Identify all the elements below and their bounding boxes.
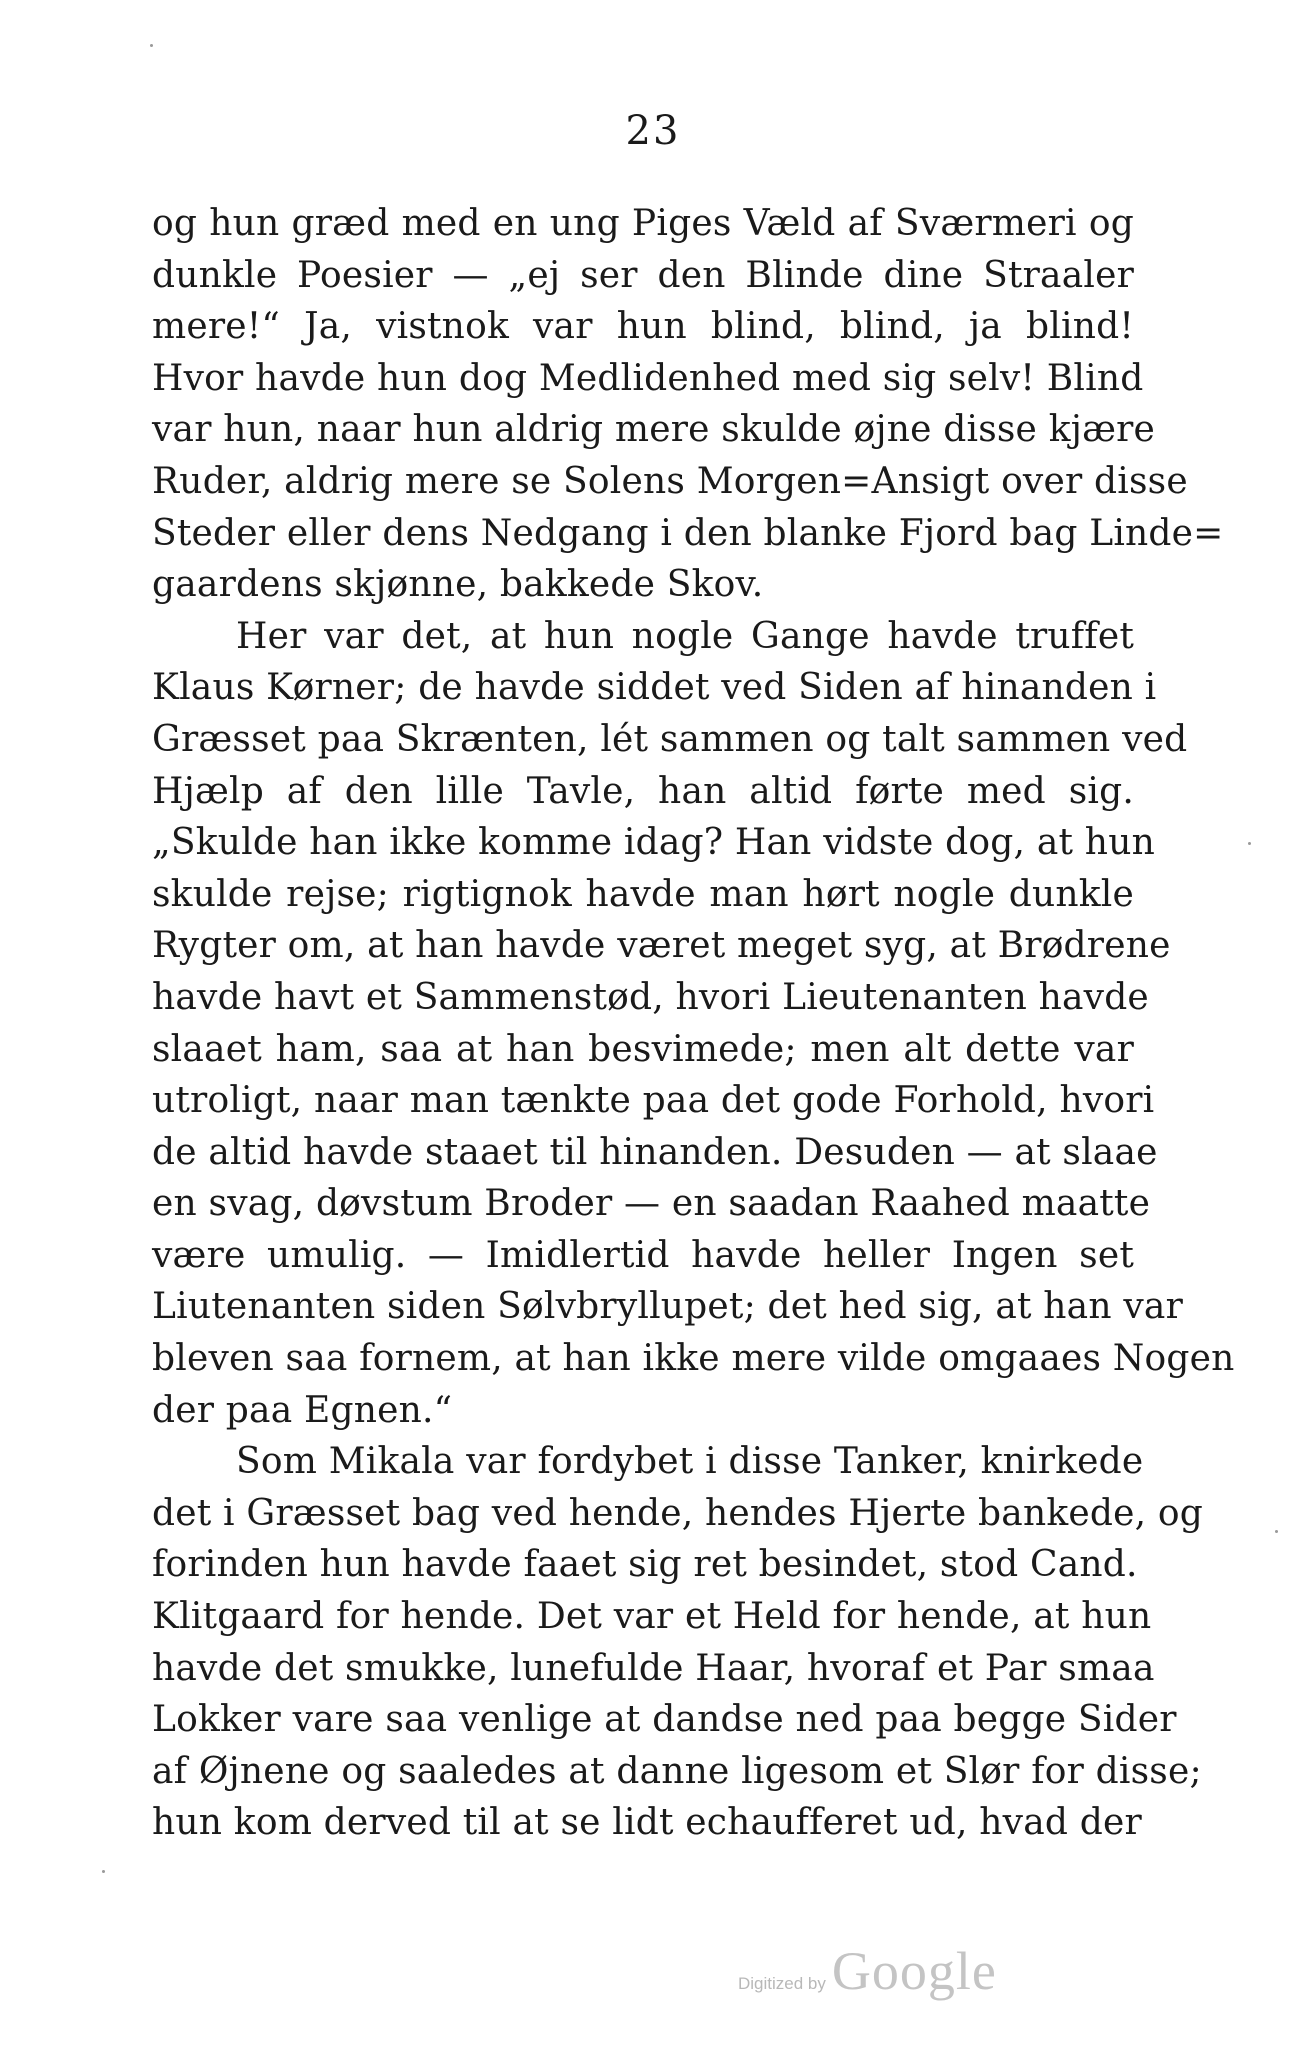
text-line: Hvor havde hun dog Medlidenhed med sig selv! Blind [152, 357, 1144, 399]
paper-speck [1248, 842, 1251, 845]
text-line: dunkle Poesier — „ej ser den Blinde dine Straaler [152, 254, 1134, 296]
text-line: Græsset paa Skrænten, lét sammen og talt sammen ved [152, 718, 1188, 760]
paper-speck [1275, 1530, 1278, 1533]
text-line: en svag, døvstum Broder — en saadan Raahed maatte [152, 1183, 1151, 1225]
text-line: havde det smukke, lunefulde Haar, hvoraf et Par smaa [152, 1647, 1155, 1689]
text-line: der paa Egnen.“ [152, 1389, 453, 1431]
text-line: gaardens skjønne, bakkede Skov. [152, 564, 764, 606]
text-line: og hun græd med en ung Piges Væld af Sværmeri og [152, 203, 1134, 244]
text-line: havde havt et Sammenstød, hvori Lieutenanten havde [152, 976, 1149, 1018]
text-line: af Øjnene og saaledes at danne ligesom et Slør for disse; [152, 1750, 1202, 1792]
text-line: Lokker vare saa venlige at dandse ned paa begge Sider [152, 1699, 1177, 1741]
text-line: være umulig. — Imidlertid havde heller Ingen set [152, 1234, 1134, 1276]
text-line: var hun, naar hun aldrig mere skulde øjne disse kjære [152, 409, 1156, 451]
text-line: Klitgaard for hende. Det var et Held for hende, at hun [152, 1596, 1152, 1638]
text-line: mere!“ Ja, vistnok var hun blind, blind, ja blind! [152, 306, 1134, 348]
text-line: Steder eller dens Nedgang i den blanke Fjord bag Linde= [152, 512, 1224, 554]
google-logo: Google [831, 1941, 997, 2001]
text-line: Hjælp af den lille Tavle, han altid førte med sig. [152, 770, 1134, 812]
text-line: bleven saa fornem, at han ikke mere vilde omgaaes Nogen [152, 1338, 1235, 1380]
text-line: de altid havde staaet til hinanden. Desuden — at slaae [152, 1131, 1158, 1173]
text-line: Ruder, aldrig mere se Solens Morgen=Ansigt over disse [152, 460, 1188, 502]
text-line: Som Mikala var fordybet i disse Tanker, knirkede [236, 1441, 1144, 1483]
text-line: slaaet ham, saa at han besvimede; men alt dette var [152, 1028, 1134, 1070]
digitized-watermark [738, 1940, 997, 2002]
text-line: hun kom derved til at se lidt echaufferet ud, hvad der [152, 1802, 1142, 1844]
text-line: Liutenanten siden Sølvbryllupet; det hed sig, at han var [152, 1286, 1183, 1328]
text-line: utroligt, naar man tænkte paa det gode Forhold, hvori [152, 1080, 1155, 1122]
text-line: forinden hun havde faaet sig ret besindet, stod Cand. [152, 1544, 1138, 1586]
paper-speck [102, 1870, 105, 1873]
text-line: Rygter om, at han havde været meget syg, at Brødrene [152, 925, 1171, 967]
watermark-prefix: Digitized by [738, 1974, 826, 1993]
text-line: Klaus Kørner; de havde siddet ved Siden af hinanden i [152, 667, 1157, 709]
text-line: Her var det, at hun nogle Gange havde truffet [236, 615, 1134, 657]
body-text [152, 198, 1235, 1849]
text-line: skulde rejse; rigtignok havde man hørt nogle dunkle [152, 873, 1134, 915]
text-line: „Skulde han ikke komme idag? Han vidste dog, at hun [152, 822, 1155, 864]
text-line: det i Græsset bag ved hende, hendes Hjerte bankede, og [152, 1492, 1204, 1534]
paper-speck [150, 44, 153, 47]
page-number: 23 [625, 108, 681, 154]
